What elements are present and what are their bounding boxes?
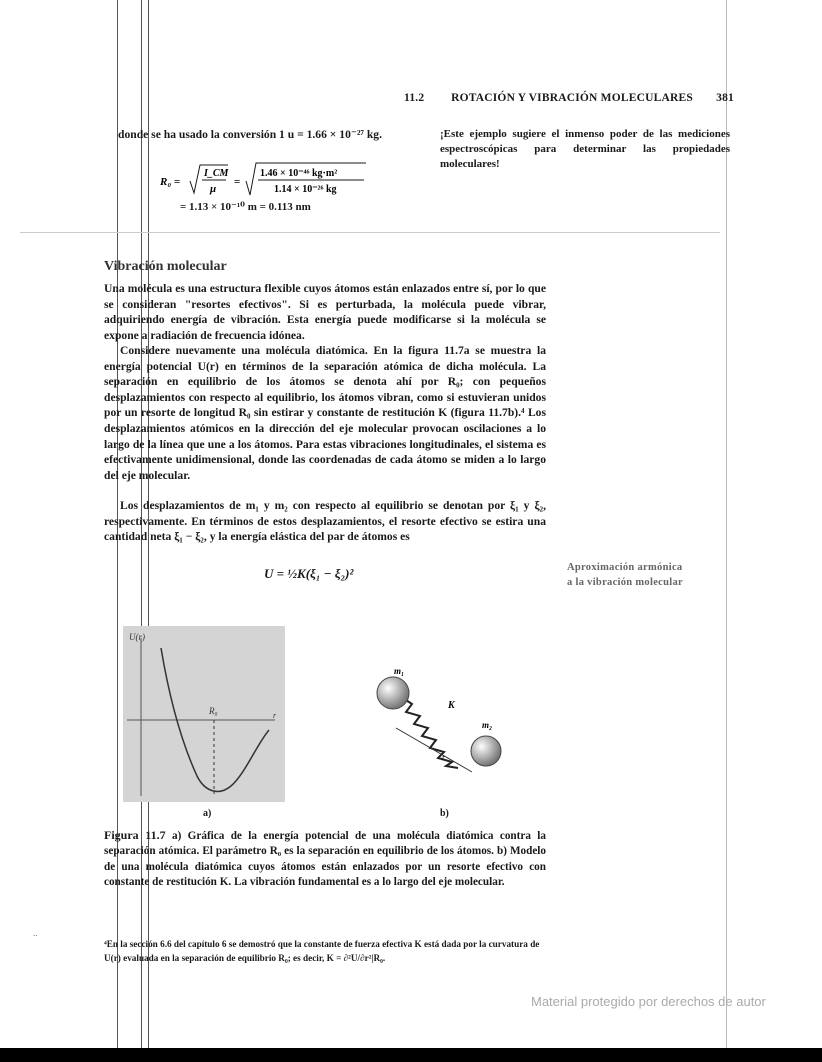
m1-label: m₁ [394, 666, 405, 676]
footnote: ⁴En la sección 6.6 del capítulo 6 se demostró que la constante de fuerza efectiva K está dada por la curvatura de U(r) evaluada en la separación de equilibrio R₀; es decir, K = ∂²U/∂r²|R₀. [104, 939, 540, 963]
figure-b-molecule-model [360, 660, 530, 780]
r-label: r [442, 753, 446, 762]
y-axis-label: U(r) [129, 632, 145, 642]
scan-artifact-line [20, 232, 720, 233]
frac2-num: 1.46 × 10⁻⁴⁶ kg·m² [260, 168, 338, 179]
k-label: K [448, 700, 455, 711]
figure-a-potential-plot [123, 626, 285, 802]
figure-caption [104, 828, 546, 891]
m2-label: m₂ [482, 720, 493, 730]
potential-curve-graphic [123, 626, 285, 802]
eq-lhs: R₀ = [160, 176, 181, 188]
artifact-dots: .. [33, 928, 38, 938]
atom-m2 [471, 736, 501, 766]
side-remark: ¡Este ejemplo sugiere el inmenso poder de las mediciones espectroscópicas para determinar las propiedades moleculares! [440, 128, 730, 170]
example-result: = 1.13 × 10⁻¹⁰ m = 0.113 nm [180, 201, 311, 213]
paragraph-1: Una molécula es una estructura flexible cuyos átomos están enlazados entre sí, por lo que se consideran "resortes efectivos". Si es perturbada, la molécula puede vibrar, adquiriendo energía de vibración. Esta energía puede modificarse si la molécula se expone a radiación de frecuencia idónea. [104, 282, 546, 342]
eq-equals: = [234, 176, 241, 188]
caption-text: a) Gráfica de la energía potencial de una molécula diatómica contra la separación atómica. El parámetro R₀ es la separación en equilibrio de los átomos. b) Modelo de una molécula diatómica cuyos átomos están enlazados por un resorte efectivo con constante de restitución K. La vibración fundamental es a lo largo del eje molecular. [104, 830, 547, 889]
r-dimension-line [396, 728, 472, 772]
chapter-title: ROTACIÓN Y VIBRACIÓN MOLECULARES [451, 92, 693, 104]
figure-id: Figura 11.7 [104, 828, 166, 842]
equation-graphic [160, 161, 440, 201]
margin-note [567, 560, 707, 590]
example-equation [160, 161, 440, 204]
paragraph-3: Los desplazamientos de m₁ y m₂ con respecto al equilibrio se denotan por ξ₁ y ξ₂, respectivamente. En términos de estos desplazamientos, el resorte efectivo se estira una cantidad neta ξ₁ − ξ₂, y la energía elástica del par de átomos es [104, 499, 546, 544]
paragraph-2: Considere nuevamente una molécula diatómica. En la figura 11.7a se muestra la energía potencial U(r) en términos de la separación atómica de dicha molécula. La separación en equilibrio de los átomos se denota ahí por R₀; con pequeños desplazamientos con respecto al equilibrio, los átomos vibran, como si estuvieran unidos por un resorte de longitud R₀ sin estirar y constante de restitución K (figura 11.7b).⁴ Los desplazamientos atómicos en la dirección del eje molecular provocan oscilaciones a lo largo de la línea que une a los átomos. Para estas vibraciones longitudinales, el sistema es efectivamente unidimensional, donde las coordenadas de cada átomo se miden a lo largo del eje molecular. [104, 344, 546, 482]
molecule-spring-graphic [360, 660, 530, 780]
r0-label: R₀ [209, 706, 218, 716]
copyright-watermark: Material protegido por derechos de autor [531, 994, 766, 1009]
bottom-black-bar [0, 1048, 822, 1062]
atom-m1 [377, 677, 409, 709]
margin-note-line2: a la vibración molecular [567, 577, 683, 588]
frac2-den: 1.14 × 10⁻²⁶ kg [274, 184, 337, 195]
section-heading: Vibración molecular [104, 259, 227, 274]
figure-a-label: a) [203, 808, 212, 819]
section-number: 11.2 [404, 92, 425, 104]
frac1-den: μ [210, 183, 217, 195]
conversion-text: donde se ha usado la conversión 1 u = 1.66 × 10⁻²⁷ kg. [118, 128, 383, 141]
x-axis-label: r [273, 711, 277, 720]
page-number: 381 [716, 92, 734, 104]
running-header [404, 92, 734, 104]
frac1-num: I_CM [204, 168, 229, 179]
margin-note-line1: Aproximación armónica [567, 562, 683, 573]
figure-b-label: b) [440, 808, 449, 819]
harmonic-equation: U = ½K(ξ₁ − ξ₂)² [264, 566, 354, 581]
